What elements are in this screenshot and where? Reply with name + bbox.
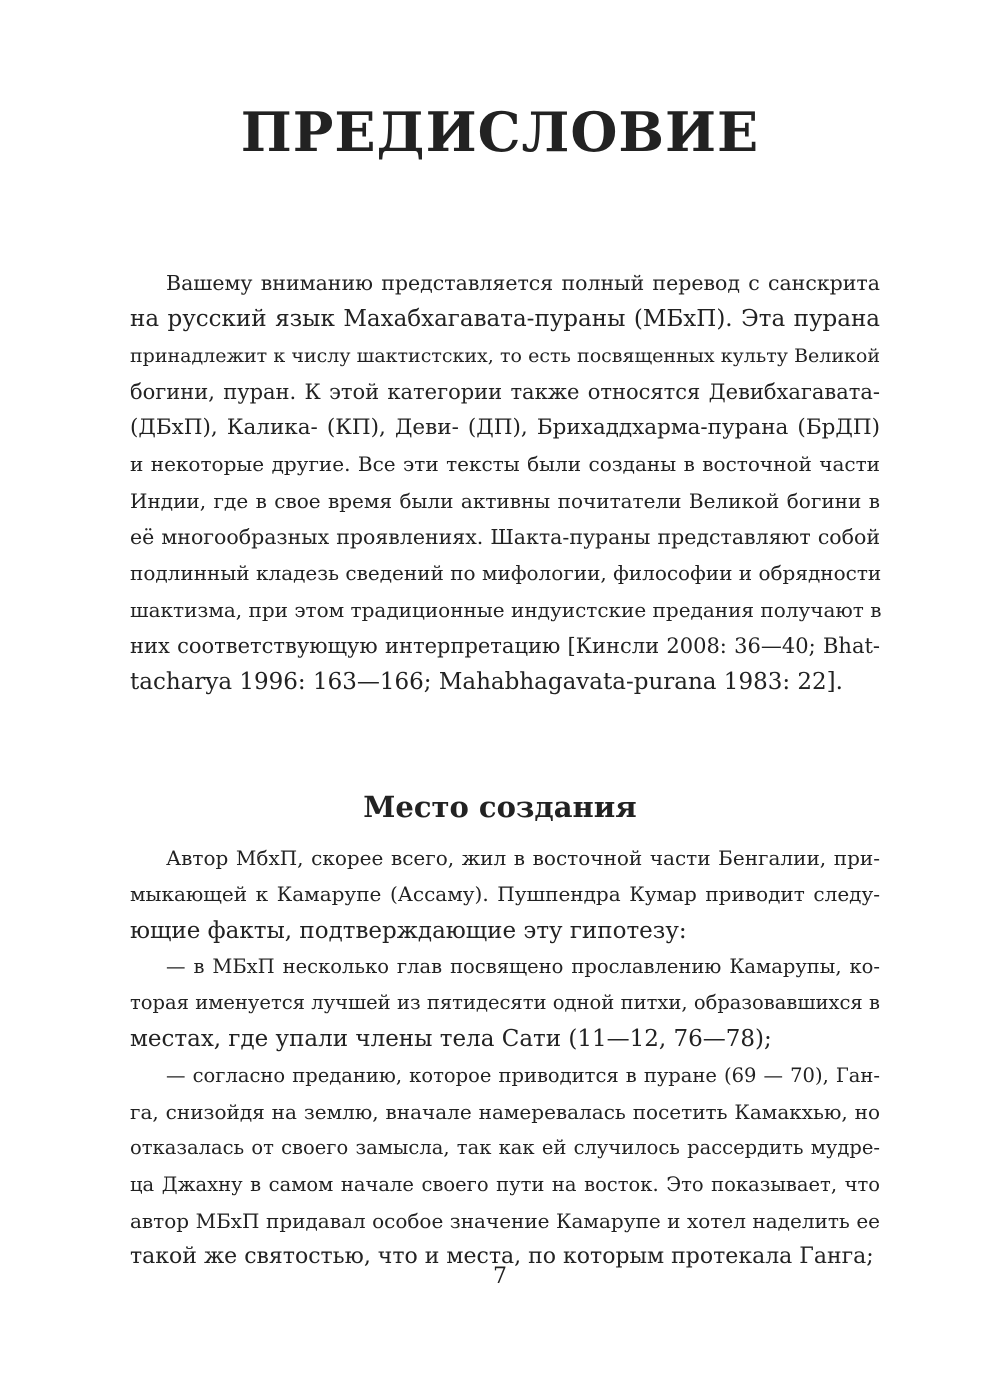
intro-line: и некоторые другие. Все эти тексты были созданы в восточной части — [130, 452, 880, 477]
section-line: автор МБхП придавал особое значение Камарупе и хотел наделить ее — [130, 1208, 880, 1233]
intro-line: подлинный кладезь сведений по мифологии, философии и обрядности — [130, 561, 882, 586]
intro-line: шактизма, при этом традиционные индуистские предания получают в — [130, 597, 882, 622]
section-line: такой же святостью, что и места, по которым протекала Ганга; — [130, 1244, 874, 1270]
section-line: ющие факты, подтверждающие эту гипотезу: — [130, 917, 687, 944]
intro-line: её многообразных проявлениях. Шакта-пураны представляют собой — [130, 525, 880, 550]
intro-line: принадлежит к числу шактистских, то есть посвященных культу Великой — [130, 344, 880, 367]
intro-line: (ДБхП), Калика- (КП), Деви- (ДП), Брихаддхарма-пурана (БрДП) — [130, 415, 880, 441]
page-number: 7 — [493, 1264, 507, 1289]
intro-line: Вашему вниманию представляется полный перевод с санскрита — [166, 271, 880, 295]
section-line: — согласно преданию, которое приводится в пуране (69 — 70), Ган- — [166, 1063, 880, 1087]
intro-line: богини, пуран. К этой категории также относятся Девибхагавата- — [130, 379, 880, 404]
section-line: ца Джахну в самом начале своего пути на восток. Это показывает, что — [130, 1172, 880, 1196]
section-line: мыкающей к Камарупе (Ассаму). Пушпендра Кумар приводит следу- — [130, 882, 880, 907]
intro-paragraph — [130, 265, 880, 701]
intro-line: на русский язык Махабхагавата-пураны (МБхП). Эта пурана — [130, 306, 880, 333]
section-heading: Место создания — [363, 790, 637, 824]
section-line: га, снизойдя на землю, вначале намеревалась посетить Камакхью, но — [130, 1100, 880, 1125]
page-title: ПРЕДИСЛОВИЕ — [240, 100, 760, 164]
section-body — [130, 840, 880, 1276]
section-line: Автор МбхП, скорее всего, жил в восточной части Бенгалии, при- — [166, 846, 880, 870]
section-line: — в МБхП несколько глав посвящено прославлению Камарупы, ко- — [166, 954, 880, 978]
intro-line: tacharya 1996: 163—166; Mahabhagavata-purana 1983: 22]. — [130, 669, 843, 696]
section-line: отказалась от своего замысла, так как ей случилось рассердить мудре- — [130, 1136, 880, 1160]
intro-line: них соответствующую интерпретацию [Кинсли 2008: 36—40; Bhat- — [130, 633, 880, 658]
section-line: торая именуется лучшей из пятидесяти одной питхи, образовавшихся в — [130, 991, 880, 1015]
section-line: местах, где упали члены тела Сати (11—12, 76—78); — [130, 1026, 772, 1053]
intro-line: Индии, где в свое время были активны почитатели Великой богини в — [130, 488, 880, 513]
